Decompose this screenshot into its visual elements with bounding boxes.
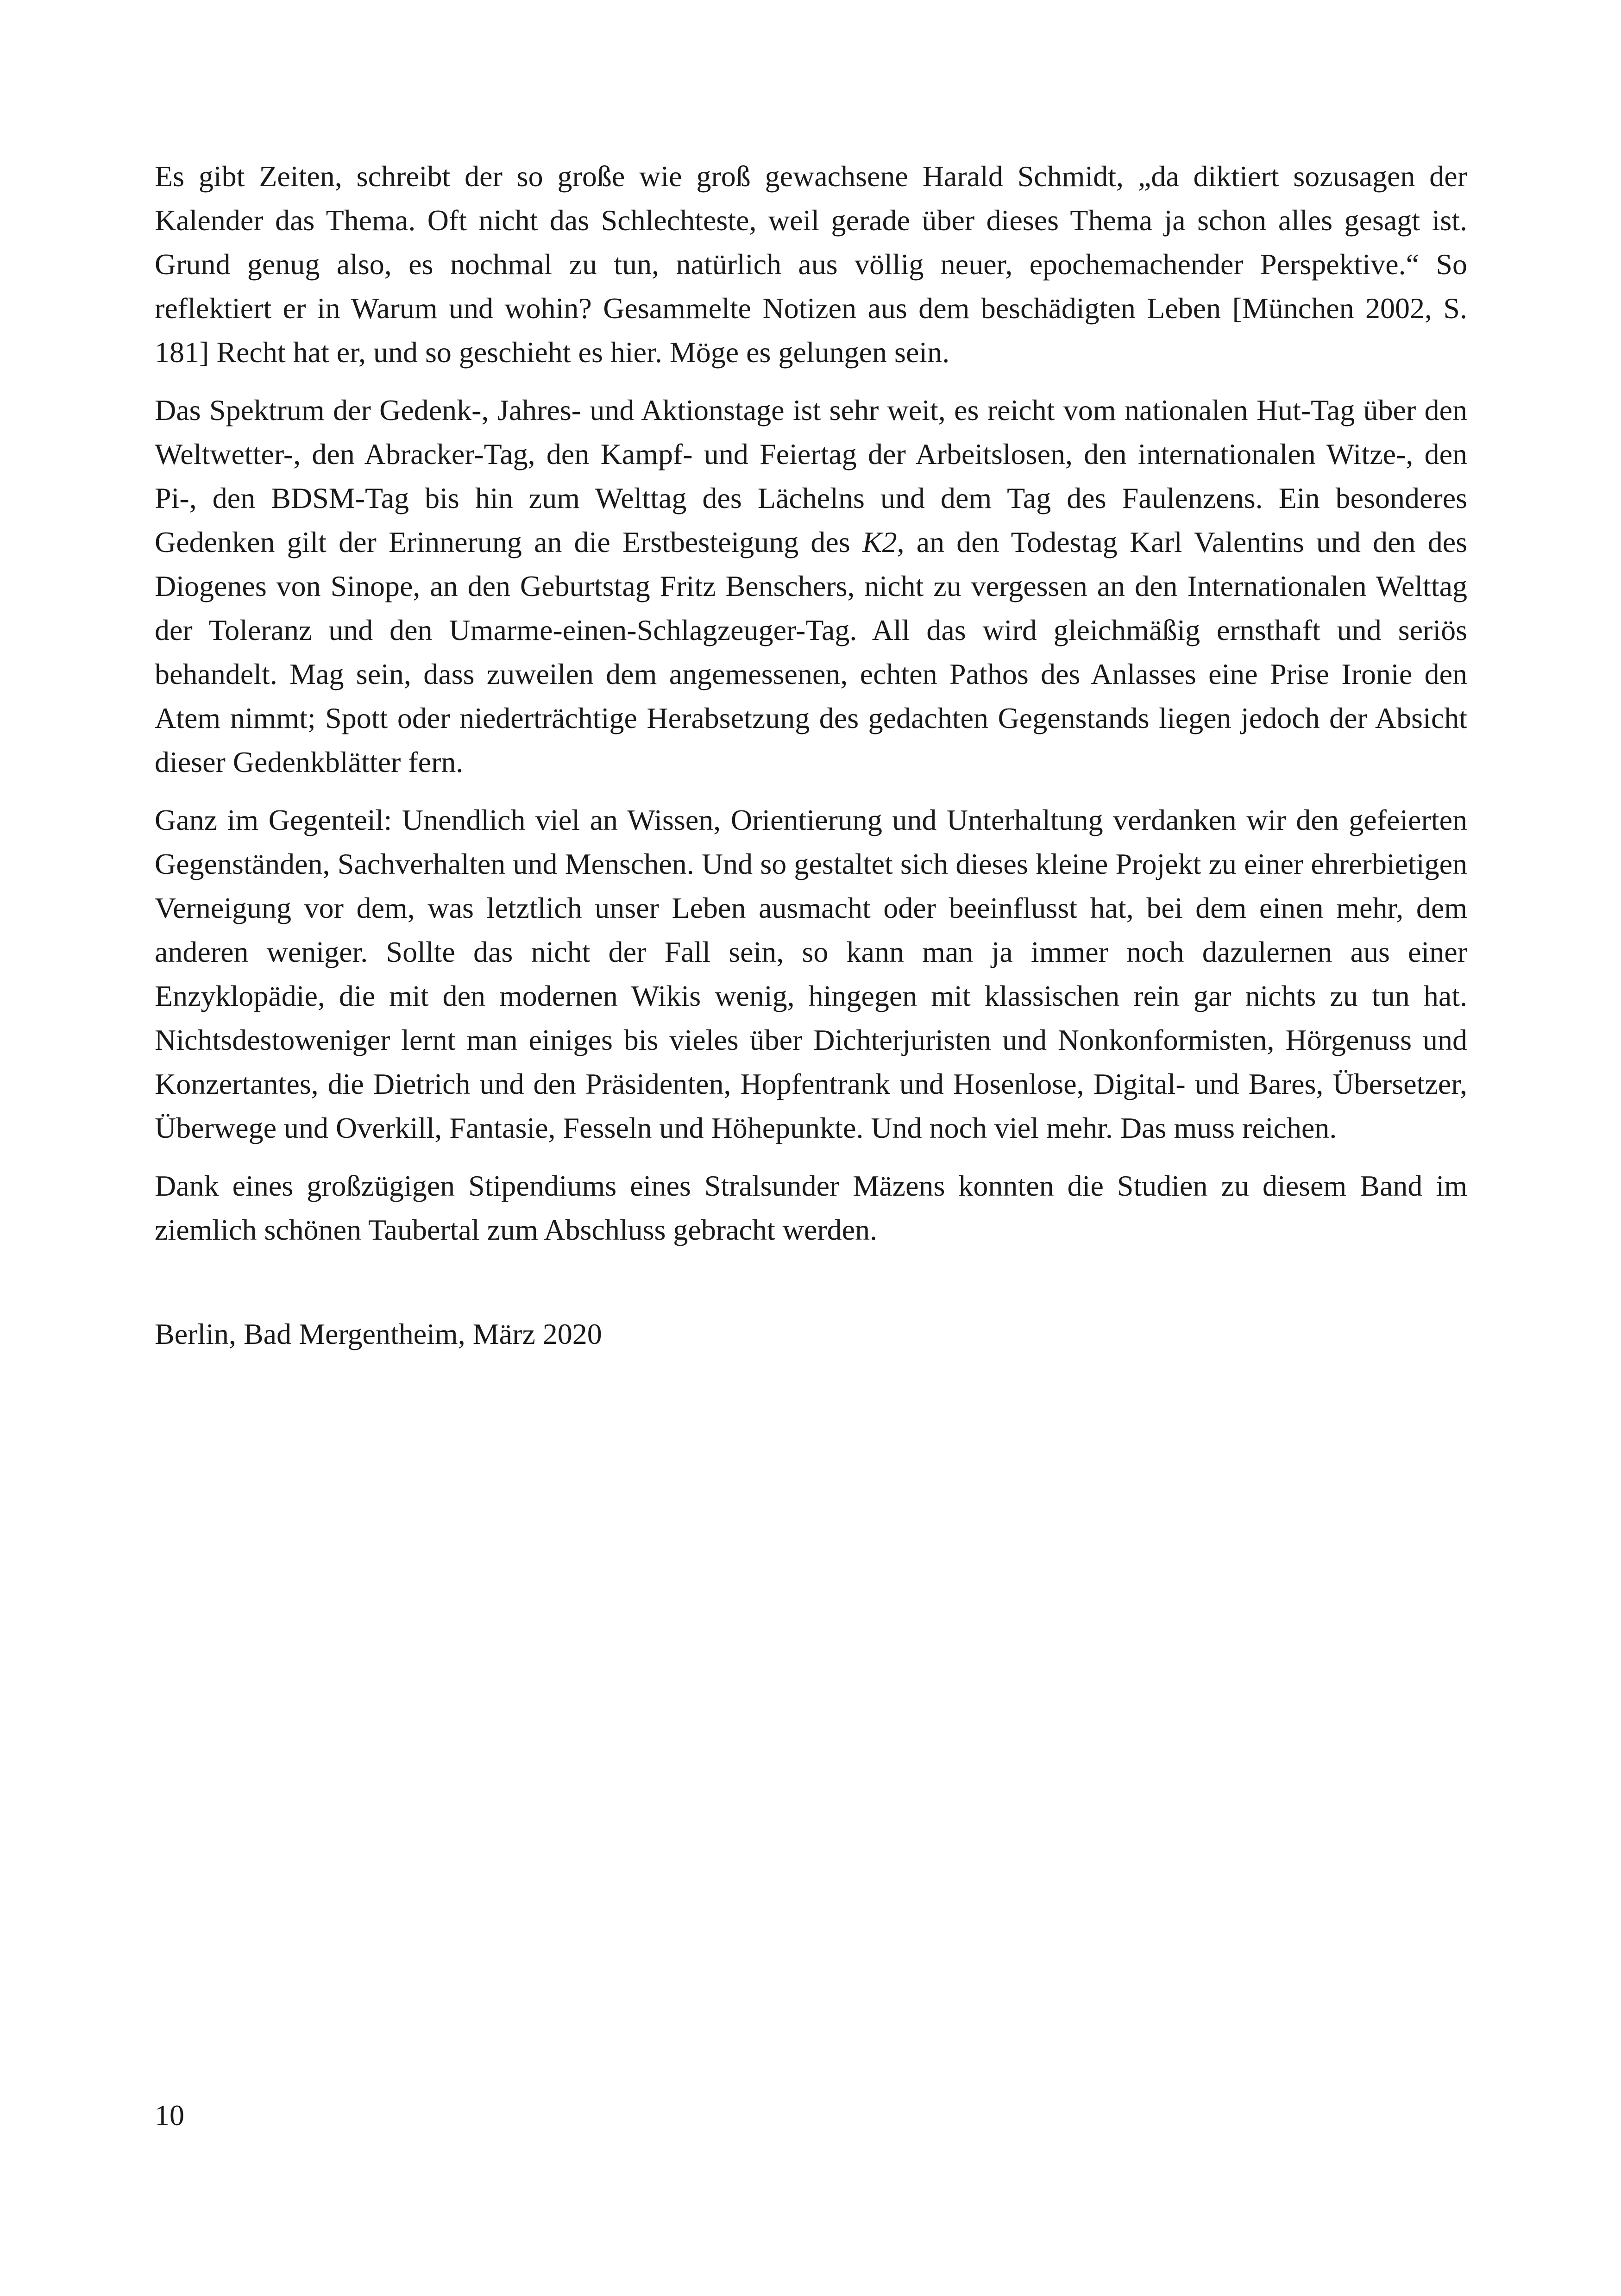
paragraph-spectrum: [155, 388, 1467, 784]
place-date-line: Berlin, Bad Mergentheim, März 2020: [155, 1317, 602, 1350]
page-number: 10: [155, 2099, 184, 2132]
k2-italic: K2: [862, 526, 897, 558]
paragraph-thanks: Dank eines großzügigen Stipendiums eines Stralsunder Mäzens konnten die Studien zu diesem Band im ziemlich schönen Taubertal zum Abschluss gebracht werden.: [155, 1169, 1467, 1246]
body-text: [155, 154, 1467, 1356]
paragraph-spectrum-part-1: Das Spektrum der Gedenk-, Jahres- und Aktionstage ist sehr weit, es reicht vom nationalen Hut-Tag über den Weltwetter-, den Abracker-Tag, den Kampf- und Feiertag der Arbeitslosen, den internationalen Witze-, den Pi-, den BDSM-Tag bis hin zum Welttag des Lächelns und dem Tag des Faulenzens. Ein besonderes Gedenken gilt der Erinnerung an die Erstbesteigung des: [155, 394, 1467, 558]
paragraph-spectrum-part-2: , an den Todestag Karl Valentins und den des Diogenes von Sinope, an den Geburtstag Fritz Benschers, nicht zu vergessen an den Internationalen Welttag der Toleranz und den Umarme-einen-Schlagzeuger-Tag. All das wird gleichmäßig ernsthaft und seriös behandelt. Mag sein, dass zuweilen dem angemessenen, echten Pathos des Anlasses eine Prise Ironie den Atem nimmt; Spott oder niederträchtige Herabsetzung des gedachten Gegenstands liegen jedoch der Absicht dieser Gedenkblätter fern.: [155, 526, 1467, 778]
paragraph-contrary: Ganz im Gegenteil: Unendlich viel an Wissen, Orientierung und Unterhaltung verdanken wir den gefeierten Gegenständen, Sachverhalten und Menschen. Und so gestaltet sich dieses kleine Projekt zu einer ehrerbietigen Verneigung vor dem, was letztlich unser Leben ausmacht oder beeinflusst hat, bei dem einen mehr, dem anderen weniger. Sollte das nicht der Fall sein, so kann man ja immer noch dazulernen aus einer Enzyklopädie, die mit den modernen Wikis wenig, hingegen mit klassischen rein gar nichts zu tun hat. Nichtsdestoweniger lernt man einiges bis vieles über Dichterjuristen und Nonkonformisten, Hörgenuss und Konzertantes, die Dietrich und den Präsidenten, Hopfentrank und Hosenlose, Digital- und Bares, Übersetzer, Überwege und Overkill, Fantasie, Fesseln und Höhepunkte. Und noch viel mehr. Das muss reichen.: [155, 803, 1467, 1144]
paragraph-intro: Es gibt Zeiten, schreibt der so große wie groß gewachsene Harald Schmidt, „da diktiert sozusagen der Kalender das Thema. Oft nicht das Schlechteste, weil gerade über dieses Thema ja schon alles gesagt ist. Grund genug also, es nochmal zu tun, natürlich aus völlig neuer, epochemachender Perspektive.“ So reflektiert er in Warum und wohin? Gesammelte Notizen aus dem beschädigten Leben [München 2002, S. 181] Recht hat er, und so geschieht es hier. Möge es gelungen sein.: [155, 160, 1467, 369]
